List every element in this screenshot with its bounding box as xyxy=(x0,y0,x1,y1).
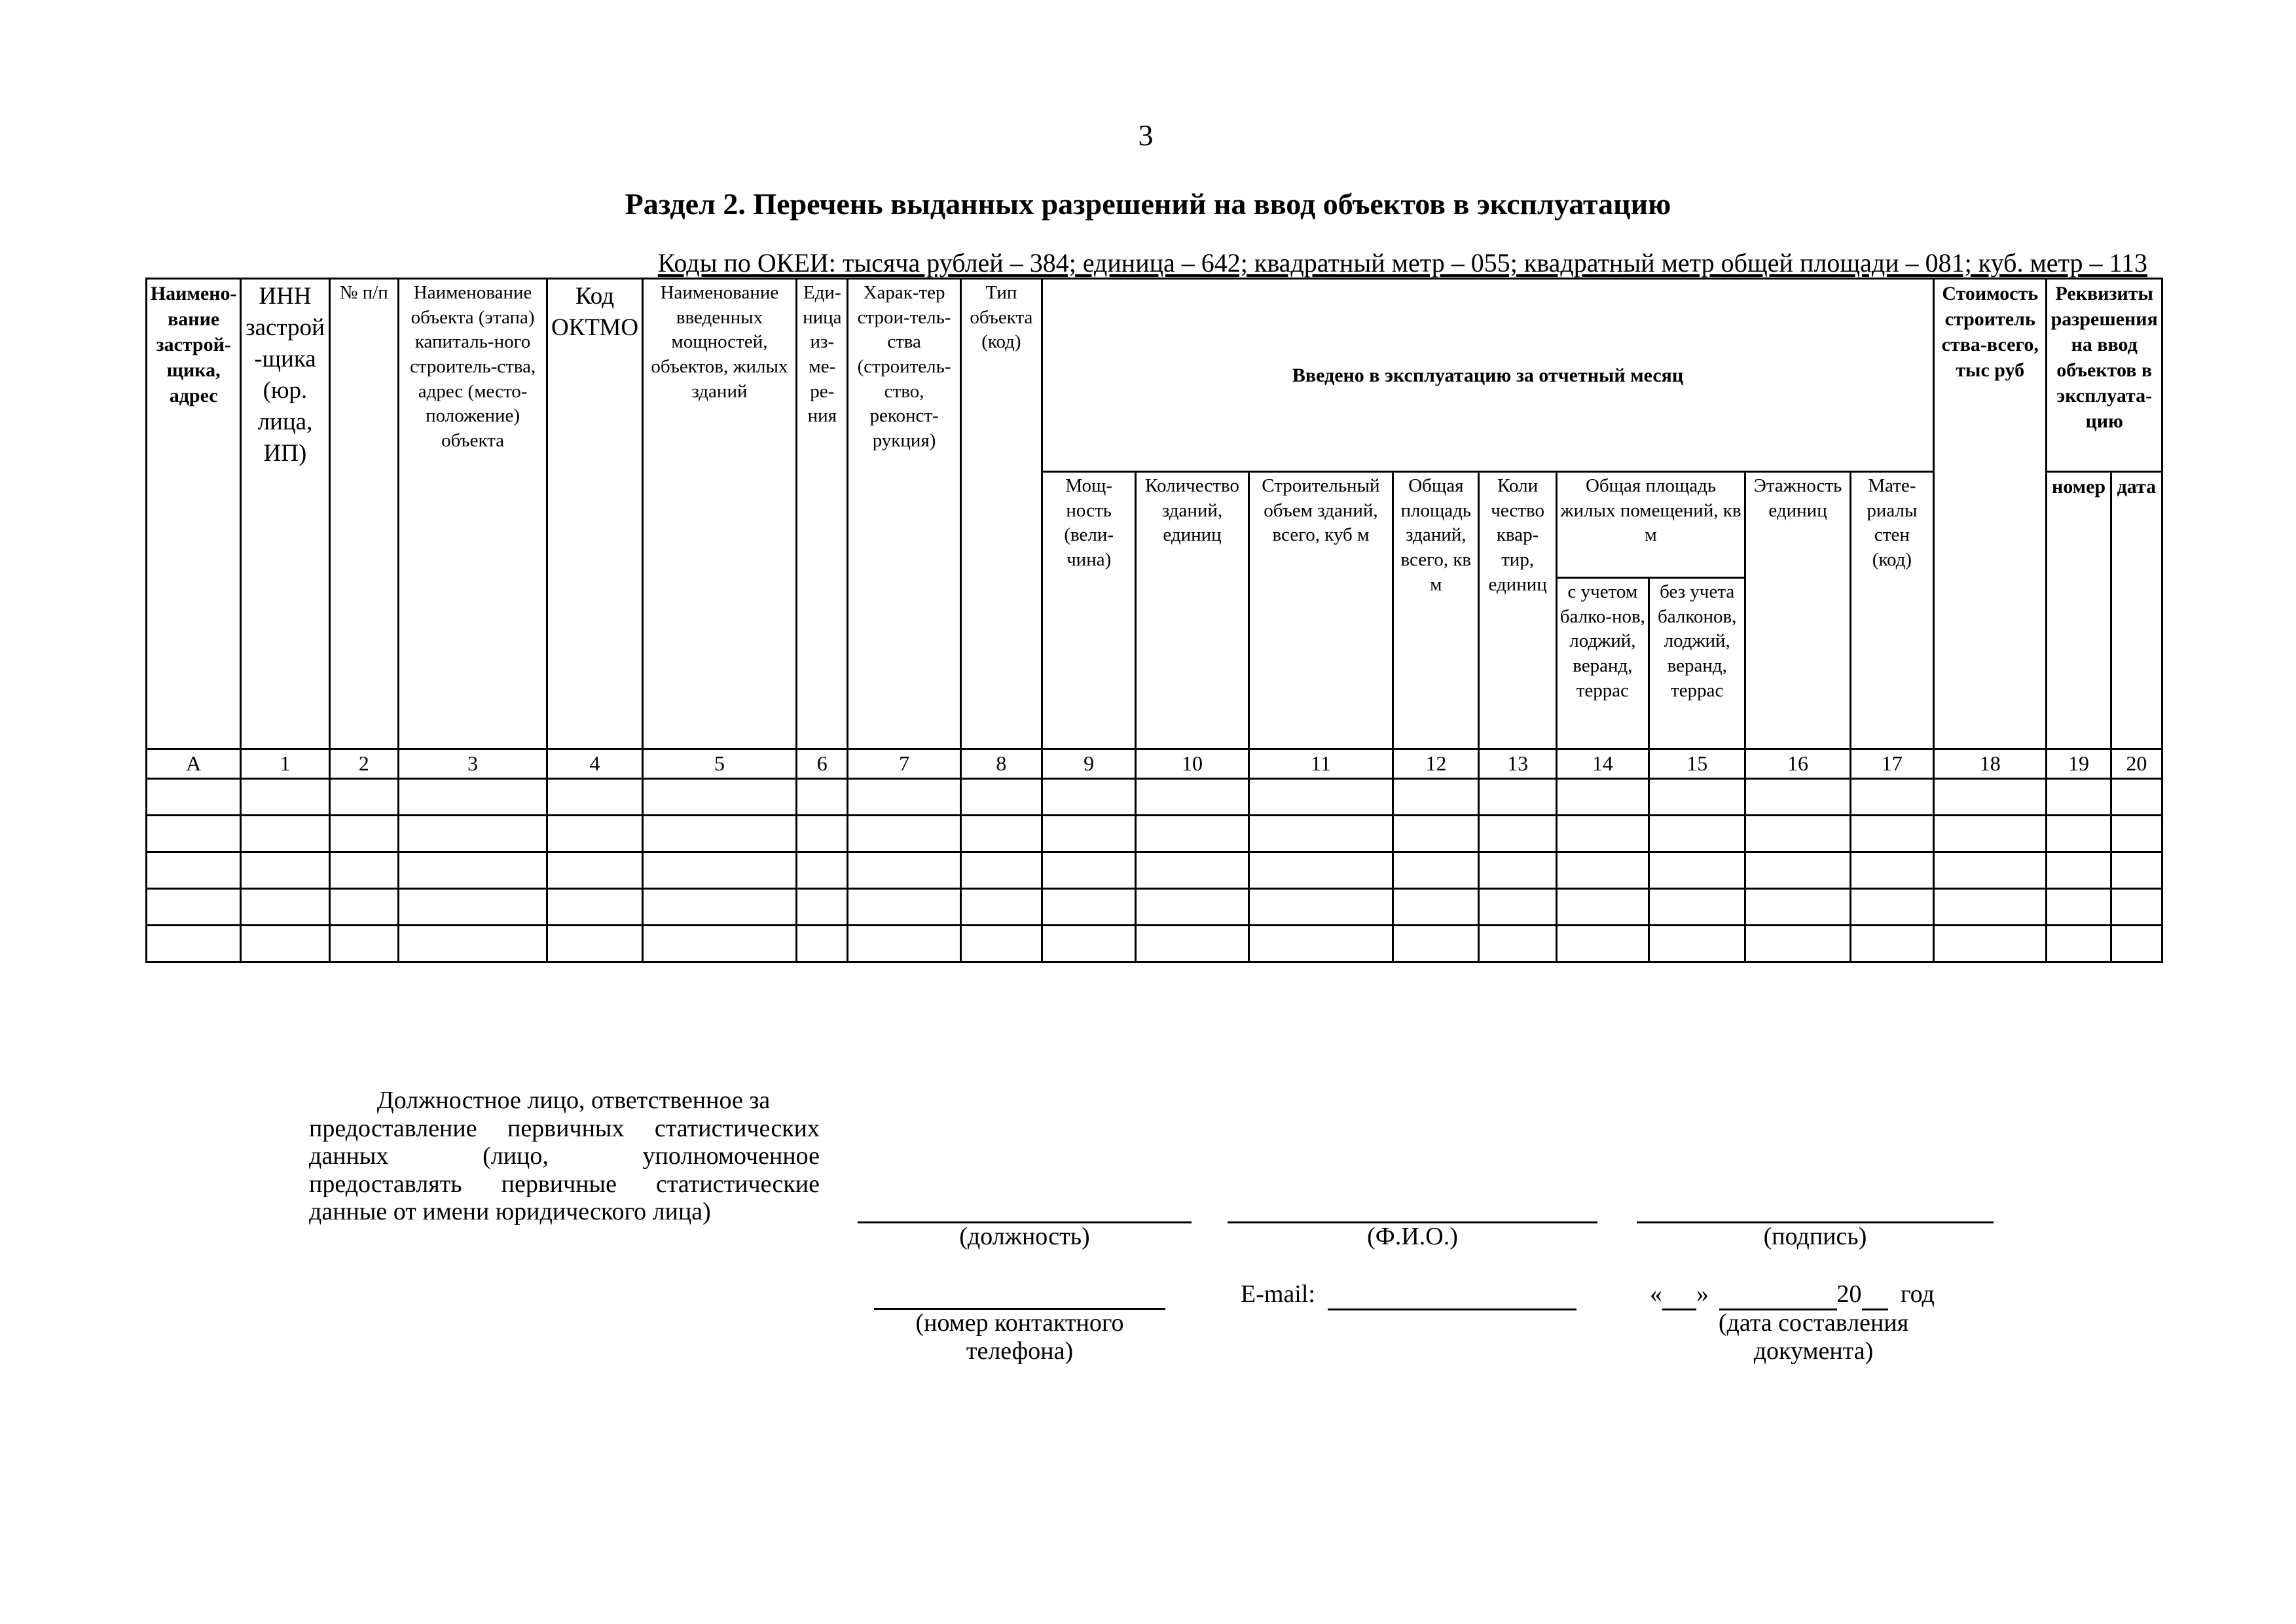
table-cell[interactable] xyxy=(1393,778,1479,815)
table-cell[interactable] xyxy=(642,888,797,925)
column-number-cell: 11 xyxy=(1248,749,1393,779)
responsible-person-label xyxy=(309,1087,820,1226)
table-cell[interactable] xyxy=(1556,888,1649,925)
table-cell[interactable] xyxy=(147,925,241,962)
table-cell[interactable] xyxy=(398,925,547,962)
table-cell[interactable] xyxy=(1136,815,1248,852)
table-cell[interactable] xyxy=(1393,852,1479,888)
date-caption-line: документа) xyxy=(1753,1337,1874,1365)
table-cell[interactable] xyxy=(1934,925,2047,962)
day-blank[interactable] xyxy=(1662,1280,1696,1310)
table-cell[interactable] xyxy=(1649,888,1745,925)
table-cell[interactable] xyxy=(241,815,329,852)
phone-caption xyxy=(874,1309,1165,1365)
table-cell[interactable] xyxy=(329,852,398,888)
table-cell[interactable] xyxy=(2047,852,2111,888)
table-cell[interactable] xyxy=(1745,815,1850,852)
table-cell[interactable] xyxy=(1745,778,1850,815)
column-number-cell: 2 xyxy=(329,749,398,779)
table-cell[interactable] xyxy=(797,925,848,962)
table-cell[interactable] xyxy=(1248,925,1393,962)
table-cell[interactable] xyxy=(1850,925,1933,962)
col-wall-material-header: Мате-риалы стен (код) xyxy=(1850,472,1933,749)
col-permit-date-header: дата xyxy=(2111,472,2162,749)
column-number-cell: 9 xyxy=(1042,749,1136,779)
table-cell[interactable] xyxy=(1934,778,2047,815)
table-cell[interactable] xyxy=(398,815,547,852)
table-cell[interactable] xyxy=(147,815,241,852)
col-apartments-header: Коли чество квар-тир, единиц xyxy=(1479,472,1556,749)
col-inn-header: ИНН застрой-щика (юр. лица, ИП) xyxy=(241,279,329,749)
table-cell[interactable] xyxy=(1042,815,1136,852)
table-cell[interactable] xyxy=(1556,925,1649,962)
column-number-cell: 13 xyxy=(1479,749,1556,779)
table-cell[interactable] xyxy=(642,815,797,852)
col-total-area-header: Общая площадь зданий, всего, кв м xyxy=(1393,472,1479,749)
table-cell[interactable] xyxy=(1136,852,1248,888)
table-cell[interactable] xyxy=(398,778,547,815)
table-cell[interactable] xyxy=(797,778,848,815)
col-num-header: № п/п xyxy=(329,279,398,749)
table-cell[interactable] xyxy=(960,815,1042,852)
position-caption: (должность) xyxy=(959,1223,1090,1250)
signature-caption: (подпись) xyxy=(1763,1223,1867,1250)
email-line[interactable] xyxy=(1328,1280,1576,1310)
email-label: E-mail: xyxy=(1241,1280,1315,1308)
column-number-cell: 1 xyxy=(241,749,329,779)
col-unit-header: Еди-ница из-ме-ре-ния xyxy=(797,279,848,749)
table-cell[interactable] xyxy=(1556,815,1649,852)
table-cell[interactable] xyxy=(1649,852,1745,888)
table-cell[interactable] xyxy=(547,852,642,888)
table-row xyxy=(147,852,2162,888)
okei-codes: Коды по ОКЕИ: тысяча рублей – 384; единица – 642; квадратный метр – 055; квадратный метр общей площади – 081; куб. метр – 113 xyxy=(657,248,2147,278)
year-prefix: 20 xyxy=(1836,1280,1862,1308)
table-cell[interactable] xyxy=(1649,778,1745,815)
table-cell[interactable] xyxy=(1745,852,1850,888)
table-cell[interactable] xyxy=(797,815,848,852)
table-cell[interactable] xyxy=(1745,925,1850,962)
table-cell[interactable] xyxy=(329,815,398,852)
table-cell[interactable] xyxy=(1479,815,1556,852)
table-cell[interactable] xyxy=(1393,925,1479,962)
table-cell[interactable] xyxy=(547,815,642,852)
col-oktmo-header: Код ОКТМО xyxy=(547,279,642,749)
table-cell[interactable] xyxy=(797,888,848,925)
table-cell[interactable] xyxy=(2047,888,2111,925)
table-cell[interactable] xyxy=(1479,852,1556,888)
table-cell[interactable] xyxy=(329,778,398,815)
month-blank[interactable] xyxy=(1719,1280,1837,1310)
table-cell[interactable] xyxy=(2111,778,2162,815)
table-cell[interactable] xyxy=(147,888,241,925)
page-number: 3 xyxy=(1138,118,1154,152)
table-cell[interactable] xyxy=(1042,925,1136,962)
table-cell[interactable] xyxy=(1745,888,1850,925)
column-number-cell: 8 xyxy=(960,749,1042,779)
column-number-cell: 19 xyxy=(2047,749,2111,779)
table-cell[interactable] xyxy=(547,925,642,962)
phone-caption-line: (номер контактного xyxy=(915,1309,1124,1337)
column-number-cell: 6 xyxy=(797,749,848,779)
table-row xyxy=(147,925,2162,962)
table-cell[interactable] xyxy=(241,778,329,815)
table-cell[interactable] xyxy=(241,925,329,962)
table-cell[interactable] xyxy=(398,852,547,888)
date-caption-line: (дата составления xyxy=(1718,1309,1909,1337)
table-cell[interactable] xyxy=(329,925,398,962)
responsible-line: данные от имени юридического лица) xyxy=(309,1198,711,1226)
column-number-cell: 14 xyxy=(1556,749,1649,779)
phone-caption-line: телефона) xyxy=(966,1337,1074,1365)
table-cell[interactable] xyxy=(1479,888,1556,925)
col-developer-header: Наимено-вание застрой-щика, адрес xyxy=(147,279,241,749)
table-cell[interactable] xyxy=(1934,815,2047,852)
table-cell[interactable] xyxy=(2047,925,2111,962)
table-cell[interactable] xyxy=(1479,925,1556,962)
table-cell[interactable] xyxy=(2047,778,2111,815)
col-object-type-header: Тип объекта (код) xyxy=(960,279,1042,749)
table-cell[interactable] xyxy=(1136,778,1248,815)
year-suffix: год xyxy=(1901,1280,1935,1308)
col-buildings-count-header: Количество зданий, единиц xyxy=(1136,472,1248,749)
table-cell[interactable] xyxy=(547,778,642,815)
responsible-line: данных (лицо, уполномоченное xyxy=(309,1142,820,1170)
table-cell[interactable] xyxy=(1850,888,1933,925)
col-commissioned-header: Введено в эксплуатацию за отчетный месяц xyxy=(1042,279,1934,472)
table-cell[interactable] xyxy=(1248,888,1393,925)
table-cell[interactable] xyxy=(2111,925,2162,962)
table-cell[interactable] xyxy=(2111,815,2162,852)
table-row xyxy=(147,815,2162,852)
column-number-cell: 17 xyxy=(1850,749,1933,779)
permits-table xyxy=(145,278,2163,963)
table-cell[interactable] xyxy=(960,778,1042,815)
table-cell[interactable] xyxy=(848,925,960,962)
table-cell[interactable] xyxy=(1934,888,2047,925)
table-cell[interactable] xyxy=(1248,815,1393,852)
responsible-line: Должностное лицо, ответственное за xyxy=(376,1087,771,1114)
table-cell[interactable] xyxy=(147,852,241,888)
table-cell[interactable] xyxy=(797,852,848,888)
table-row xyxy=(147,778,2162,815)
responsible-line: предоставлять первичные статистические xyxy=(309,1170,820,1198)
date-field xyxy=(1650,1280,1935,1310)
col-permit-number-header: номер xyxy=(2047,472,2111,749)
fio-caption: (Ф.И.О.) xyxy=(1367,1223,1458,1250)
table-cell[interactable] xyxy=(1136,888,1248,925)
column-number-cell: 3 xyxy=(398,749,547,779)
col-nature-header: Харак-тер строи-тель-ства (строитель-ство, реконст-рукция) xyxy=(848,279,960,749)
table-cell[interactable] xyxy=(848,778,960,815)
table-cell[interactable] xyxy=(848,888,960,925)
table-cell[interactable] xyxy=(642,925,797,962)
column-number-row xyxy=(147,749,2162,779)
email-field xyxy=(1241,1280,1576,1310)
column-number-cell: 15 xyxy=(1649,749,1745,779)
col-capacities-header: Наименование введенных мощностей, объектов, жилых зданий xyxy=(642,279,797,749)
col-build-volume-header: Строительный объем зданий, всего, куб м xyxy=(1248,472,1393,749)
column-number-cell: 12 xyxy=(1393,749,1479,779)
table-cell[interactable] xyxy=(241,888,329,925)
column-number-cell: 18 xyxy=(1934,749,2047,779)
table-cell[interactable] xyxy=(1556,852,1649,888)
col-living-area-header: Общая площадь жилых помещений, кв м xyxy=(1556,472,1745,578)
table-cell[interactable] xyxy=(547,888,642,925)
table-cell[interactable] xyxy=(1248,778,1393,815)
table-cell[interactable] xyxy=(241,852,329,888)
table-row xyxy=(147,888,2162,925)
table-cell[interactable] xyxy=(147,778,241,815)
col-capacity-value-header: Мощ-ность (вели-чина) xyxy=(1042,472,1136,749)
table-cell[interactable] xyxy=(1649,815,1745,852)
col-without-balconies-header: без учета балконов, лоджий, веранд, террас xyxy=(1649,578,1745,749)
date-close-quote: » xyxy=(1696,1280,1709,1308)
table-cell[interactable] xyxy=(960,888,1042,925)
table-cell[interactable] xyxy=(848,815,960,852)
table-cell[interactable] xyxy=(2111,888,2162,925)
date-caption xyxy=(1689,1309,1938,1365)
table-cell[interactable] xyxy=(1042,888,1136,925)
table-cell[interactable] xyxy=(1136,925,1248,962)
date-open-quote: « xyxy=(1650,1280,1662,1308)
table-cell[interactable] xyxy=(1479,778,1556,815)
table-cell[interactable] xyxy=(398,888,547,925)
table-cell[interactable] xyxy=(960,925,1042,962)
responsible-line: предоставление первичных статистических xyxy=(309,1114,820,1142)
table-cell[interactable] xyxy=(642,852,797,888)
table-cell[interactable] xyxy=(2111,852,2162,888)
table-cell[interactable] xyxy=(2047,815,2111,852)
table-cell[interactable] xyxy=(848,852,960,888)
column-number-cell: 10 xyxy=(1136,749,1248,779)
col-object-name-header: Наименование объекта (этапа) капиталь-ного строитель-ства, адрес (место-положение) объекта xyxy=(398,279,547,749)
column-number-cell: А xyxy=(147,749,241,779)
column-number-cell: 4 xyxy=(547,749,642,779)
table-cell[interactable] xyxy=(960,852,1042,888)
table-cell[interactable] xyxy=(1393,815,1479,852)
table-cell[interactable] xyxy=(1042,778,1136,815)
table-cell[interactable] xyxy=(1934,852,2047,888)
table-cell[interactable] xyxy=(1850,815,1933,852)
section-title: Раздел 2. Перечень выданных разрешений на ввод объектов в эксплуатацию xyxy=(625,187,1671,221)
column-number-cell: 5 xyxy=(642,749,797,779)
table-cell[interactable] xyxy=(329,888,398,925)
year-blank[interactable] xyxy=(1862,1280,1888,1310)
table-cell[interactable] xyxy=(1042,852,1136,888)
column-number-cell: 7 xyxy=(848,749,960,779)
table-cell[interactable] xyxy=(642,778,797,815)
col-with-balconies-header: с учетом балко-нов, лоджий, веранд, террас xyxy=(1556,578,1649,749)
column-number-cell: 16 xyxy=(1745,749,1850,779)
table-cell[interactable] xyxy=(1850,778,1933,815)
col-cost-header: Стоимость строитель ства-всего, тыс руб xyxy=(1934,279,2047,749)
col-permit-header: Реквизиты разрешения на ввод объектов в эксплуата-цию xyxy=(2047,279,2162,472)
table-cell[interactable] xyxy=(1850,852,1933,888)
column-number-cell: 20 xyxy=(2111,749,2162,779)
table-cell[interactable] xyxy=(1248,852,1393,888)
table-cell[interactable] xyxy=(1649,925,1745,962)
col-floors-header: Этажность единиц xyxy=(1745,472,1850,749)
table-cell[interactable] xyxy=(1393,888,1479,925)
table-cell[interactable] xyxy=(1556,778,1649,815)
